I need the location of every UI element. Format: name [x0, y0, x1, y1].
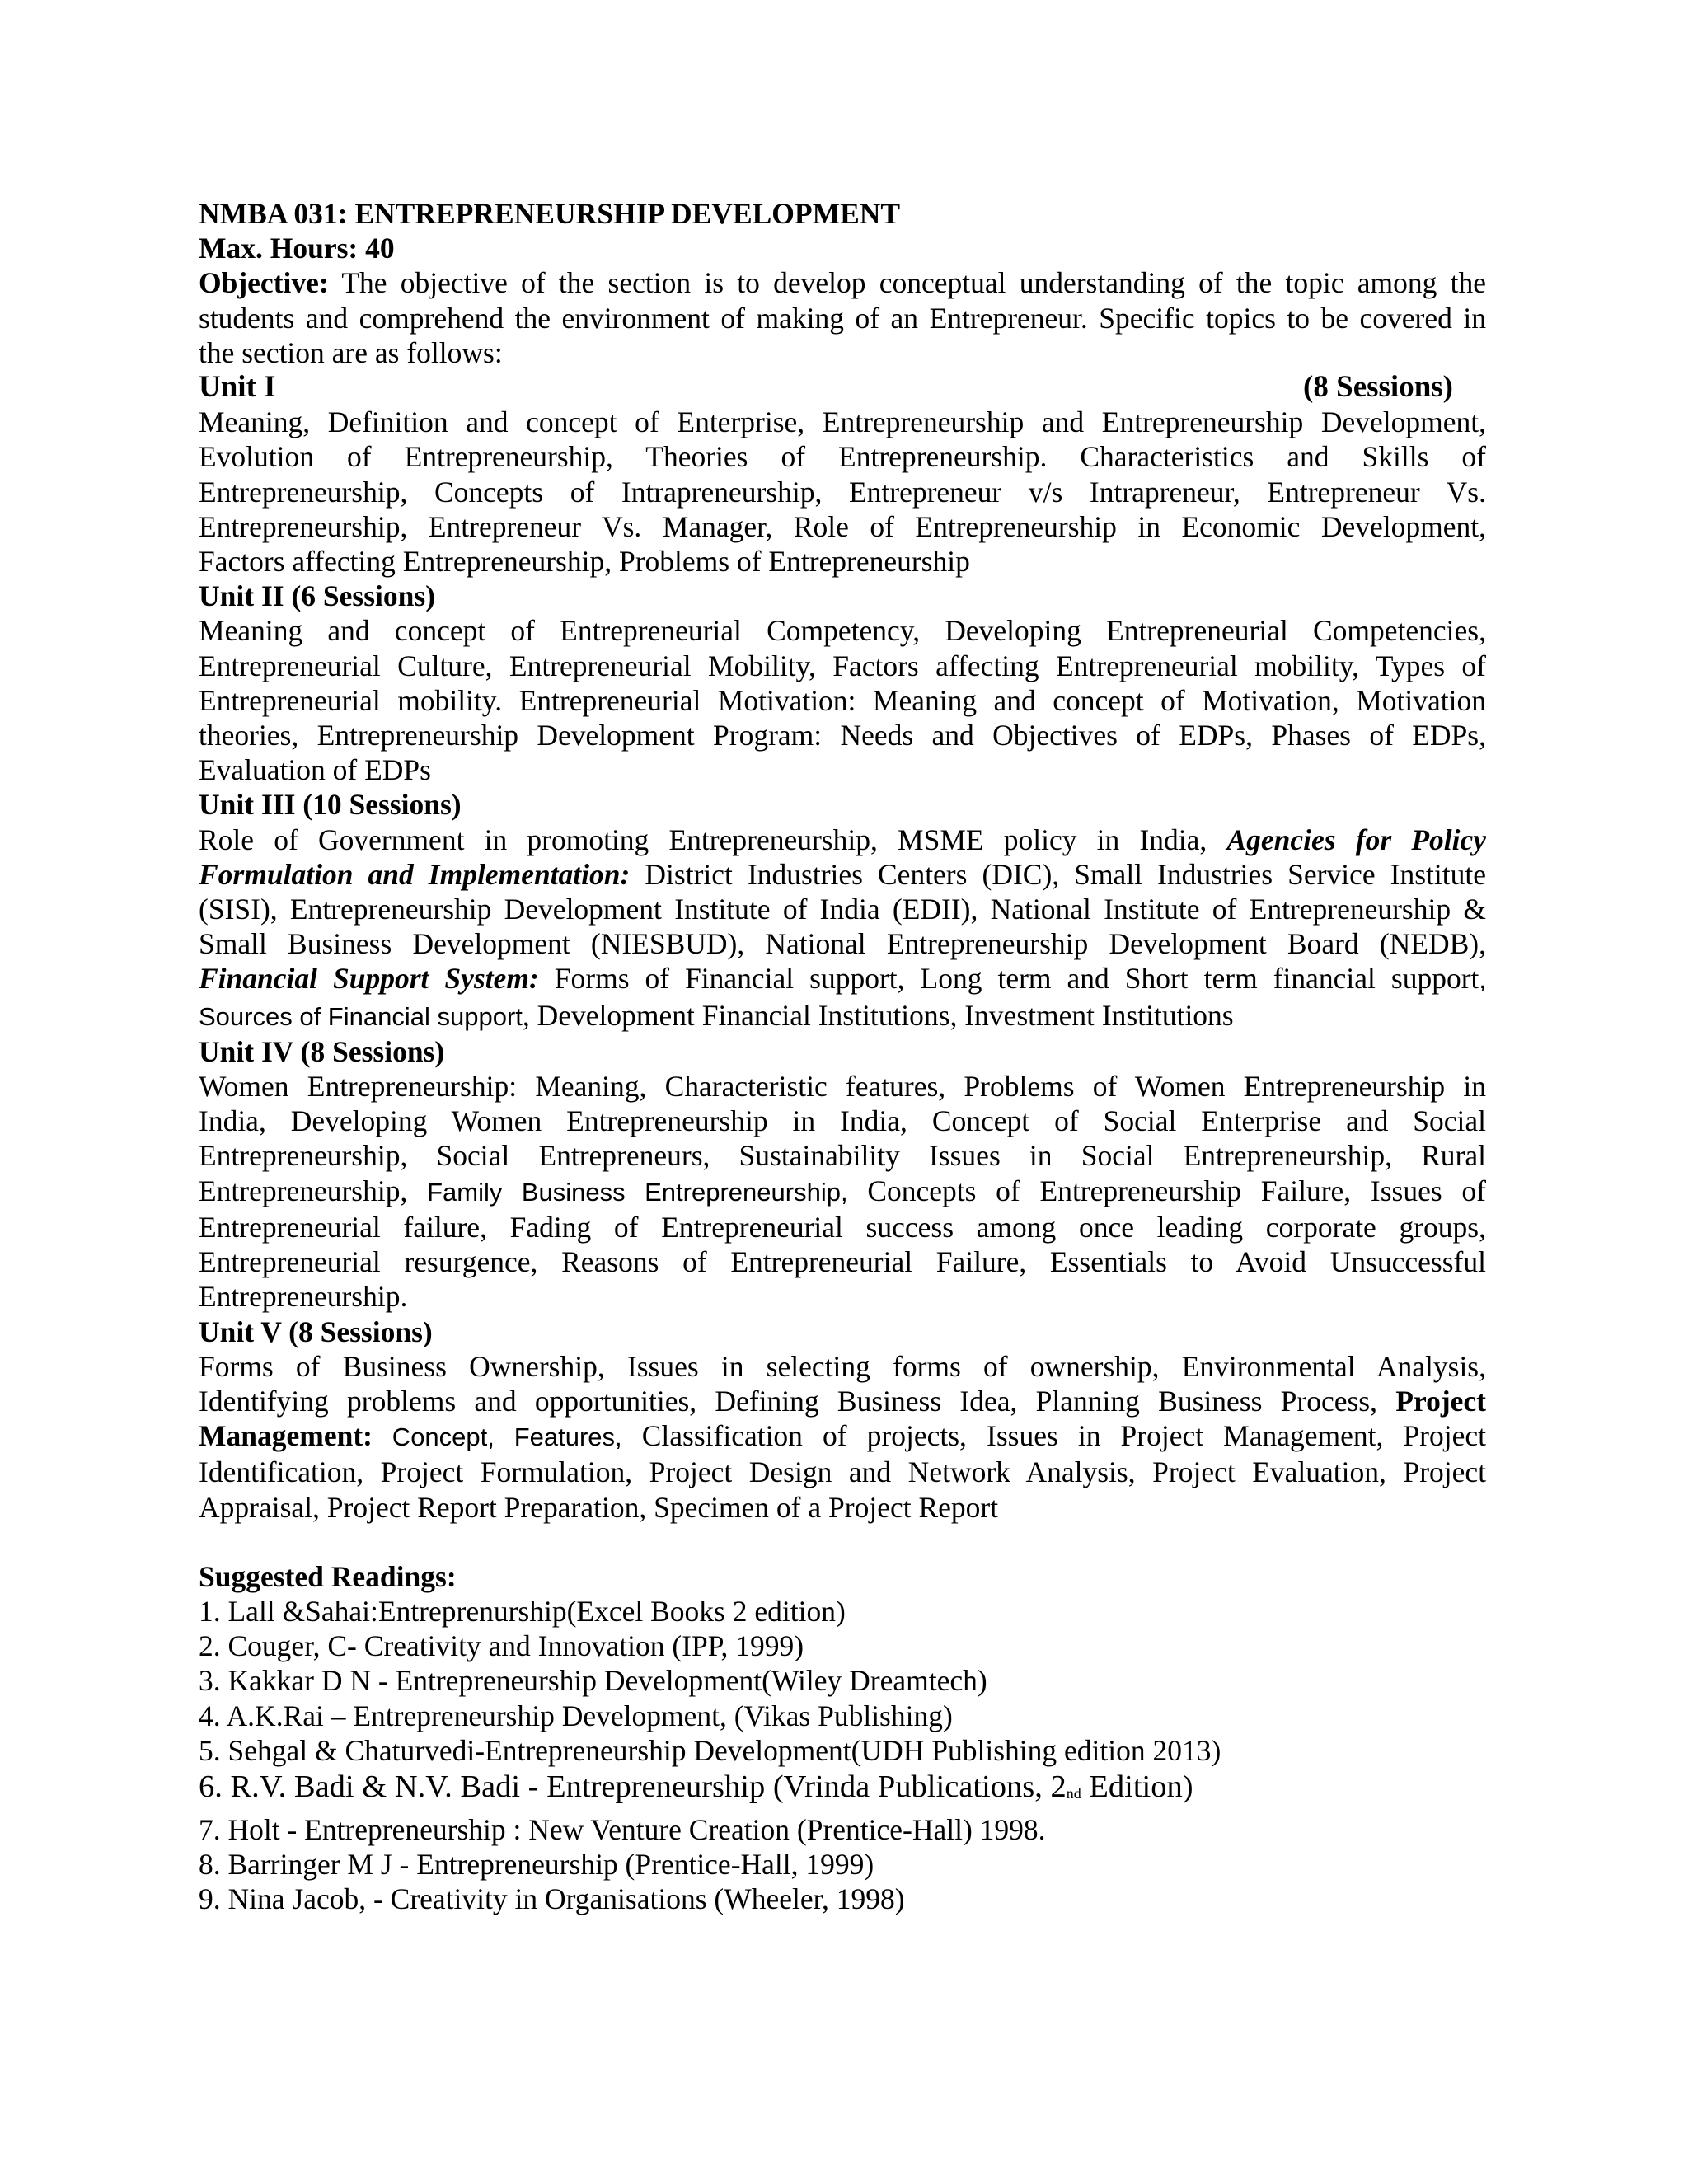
reading-item: 8. Barringer M J - Entrepreneurship (Prentice-Hall, 1999): [199, 1848, 874, 1882]
reading-item: 6. R.V. Badi & N.V. Badi - Entrepreneurship (Vrinda Publications, 2nd Edition): [199, 1769, 1193, 1804]
suggested-readings-heading: Suggested Readings:: [199, 1559, 457, 1593]
unit-4-heading: Unit IV (8 Sessions): [199, 1034, 445, 1068]
readings-list: [199, 1594, 1486, 1917]
objective-paragraph: Objective: The objective of the section is to develop conceptual understanding of the topic among the students and comprehend the environment of making of an Entrepreneur. Specific topics to be covered in the section are as follows:: [199, 266, 1486, 369]
max-hours: Max. Hours: 40: [199, 232, 395, 265]
reading-item: 2. Couger, C- Creativity and Innovation (IPP, 1999): [199, 1629, 804, 1663]
reading-item: 1. Lall &Sahai:Entreprenurship(Excel Books 2 edition): [199, 1594, 846, 1628]
reading-item: 7. Holt - Entrepreneurship : New Venture Creation (Prentice-Hall) 1998.: [199, 1812, 1046, 1846]
course-title: NMBA 031: ENTREPRENEURSHIP DEVELOPMENT: [199, 197, 901, 230]
reading-item: 9. Nina Jacob, - Creativity in Organisations (Wheeler, 1998): [199, 1882, 905, 1916]
unit-3-content: Role of Government in promoting Entrepreneurship, MSME policy in India, Agencies for Policy Formulation and Implementation: District Industries Centers (DIC), Small Industries Service Institute (SISI), Entrepreneurship Development Institute of India (EDII), National Institute of Entrepreneurship & Small Business Development (NIESBUD), National Entrepreneurship Development Board (NEDB), Financial Support System: Forms of Financial support, Long term and Short term financial support, Sources of Financial support, Development Financial Institutions, Investment Institutions: [199, 823, 1487, 1032]
unit-4-content: Women Entrepreneurship: Meaning, Characteristic features, Problems of Women Entrepreneurship in India, Developing Women Entrepreneurship in India, Concept of Social Enterprise and Social Entrepreneurship, Social Entrepreneurs, Sustainability Issues in Social Entrepreneurship, Rural Entrepreneurship, Family Business Entrepreneurship, Concepts of Entrepreneurship Failure, Issues of Entrepreneurial failure, Fading of Entrepreneurial success among once leading corporate groups, Entrepreneurial resurgence, Reasons of Entrepreneurial Failure, Essentials to Avoid Unsuccessful Entrepreneurship.: [199, 1070, 1486, 1314]
unit-2-heading: Unit II (6 Sessions): [199, 579, 436, 613]
unit-1-content: Meaning, Definition and concept of Enterprise, Entrepreneurship and Entrepreneurship Development, Evolution of Entrepreneurship, Theories of Entrepreneurship. Characteristics and Skills of Entrepreneurship, Concepts of Intrapreneurship, Entrepreneur v/s Intrapreneur, Entrepreneur Vs. Entrepreneurship, Entrepreneur Vs. Manager, Role of Entrepreneurship in Economic Development, Factors affecting Entrepreneurship, Problems of Entrepreneurship: [199, 405, 1486, 579]
reading-item: 4. A.K.Rai – Entrepreneurship Development, (Vikas Publishing): [199, 1699, 953, 1732]
unit-3-heading: Unit III (10 Sessions): [199, 788, 462, 822]
reading-item: 3. Kakkar D N - Entrepreneurship Development(Wiley Dreamtech): [199, 1664, 987, 1698]
reading-item: 5. Sehgal & Chaturvedi-Entrepreneurship Development(UDH Publishing edition 2013): [199, 1733, 1221, 1767]
unit-1-heading: Unit I (8 Sessions): [199, 370, 1453, 405]
unit-2-content: Meaning and concept of Entrepreneurial Competency, Developing Entrepreneurial Competencies, Entrepreneurial Culture, Entrepreneurial Mobility, Factors affecting Entrepreneurial mobility, Types of Entrepreneurial mobility. Entrepreneurial Motivation: Meaning and concept of Motivation, Motivation theories, Entrepreneurship Development Program: Needs and Objectives of EDPs, Phases of EDPs, Evaluation of EDPs: [199, 614, 1486, 787]
syllabus-page: [199, 196, 1486, 1917]
unit-5-content: Forms of Business Ownership, Issues in selecting forms of ownership, Environmental Analysis, Identifying problems and opportunities, Defining Business Idea, Planning Business Process, Project Management: Concept, Features, Classification of projects, Issues in Project Management, Project Identification, Project Formulation, Project Design and Network Analysis, Project Evaluation, Project Appraisal, Project Report Preparation, Specimen of a Project Report: [199, 1349, 1486, 1524]
unit-5-heading: Unit V (8 Sessions): [199, 1315, 433, 1348]
